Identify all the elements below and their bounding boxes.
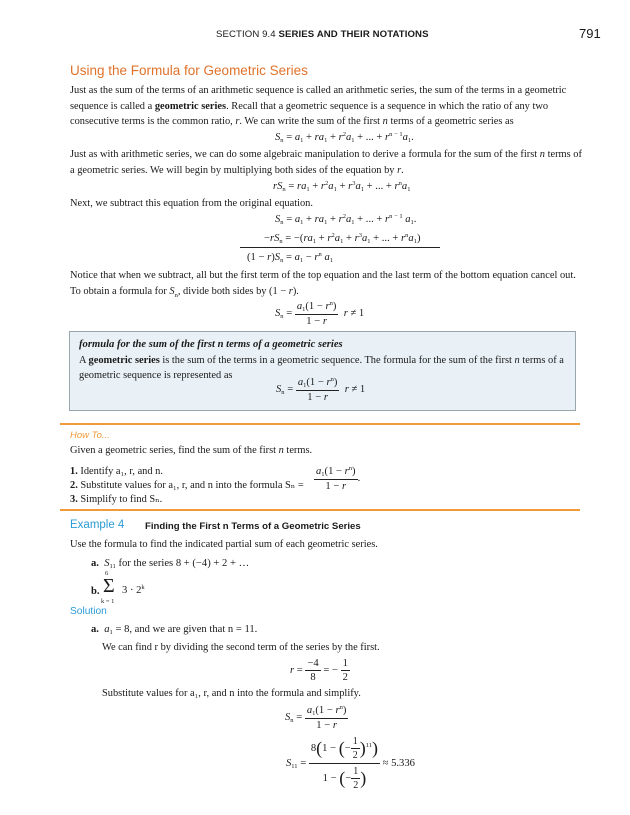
solution-a-line-1: a. $a_1 = 8$, and we are given that n = 11. bbox=[91, 624, 258, 636]
howto-step-2: 2. Substitute values for a₁, r, and n into the formula Sₙ = bbox=[70, 480, 304, 491]
equation-original: $S_n = a_1 + ra_1 + r^2a_1$ + ... + $r^{n - 1}$ $a_1$. bbox=[275, 213, 417, 226]
equation-r-times-series: $rS_n = ra_1 + r^2a_1 + r^3a_1$ + ... + $r^na_1$ bbox=[273, 180, 411, 193]
solution-a-line-3: Substitute values for a₁, r, and n into the formula and simplify. bbox=[102, 688, 361, 699]
geometric-sum-formula: $S_n$ = $\frac{a_1(1 - r^n)}{1 - r}$ r ≠ 1 bbox=[275, 300, 365, 327]
formula-box-equation: $S_n$ = $\frac{a_1(1 - r^n)}{1 - r}$ r ≠ 1 bbox=[276, 376, 366, 403]
example-part-a: a. $S_{11}$ for the series 8 + (−4) + 2 + … bbox=[91, 558, 250, 570]
howto-step-2-formula: $\frac{a_1(1 - r^n)}{1 - r}$ . bbox=[316, 465, 361, 492]
header-section: SECTION 9.4 bbox=[216, 29, 276, 40]
equation-series-sum: $S_n = a_1 + ra_1 + r^2a_1$ + ... + $r^{n - 1}a_1$. bbox=[275, 131, 414, 144]
textbook-page: SECTION 9.4 SERIES AND THEIR NOTATIONS 791 Using the Formula for Geometric Series Just as the sum of the terms of an arithmetic sequence is called an arithmetic series, the sum of the terms in a geometric sequence is called a geometric series. Recall that a geometric sequence is a sequence in which the ratio of any two consecutive terms is the common ratio, r. We can write the sum of the first n terms of a geometric series as $S_n = a_1 + ra_1 + r^2a_1$ + ... + $r^{n - 1}a_1$. Just as with arithmetic series, we can do some algebraic manipulation to derive a formula for the sum of the first n terms of a geometric series. We will begin by multiplying both sides of the equation by r. $rS_n = ra_1 + r^2a_1 + r^3a_1$ + ... + $r^na_1$ Next, we subtract this equation from the original equation. $S_n = a_1 + ra_1 + r^2a_1$ + ... + $r^{n - 1}$ $a_1$. $-rS_n = -(ra_1 + r^2a_1 + r^3a_1$ + ... + $r^na_1$) $(1 - r)S_n = a_1 - r^n$ $a_1$ Notice that when we subtract, all but the first term of the top equation and the last term of the bottom equation cancel out. To obtain a formula for $S_n$, divide both sides by (1 − r). $S_n$ = $\frac{a_1(1 - r^n)}{1 - r}$ r ≠ 1 formula for the sum of the first n terms of a geometric series A geometric series is the sum of the terms in a geometric sequence. The formula for the sum of the first n terms of a geometric sequence is represented as $S_n$ = $\frac{a_1(1 - r^n)}{1 - r}$ r ≠ 1 How To... Given a geometric series, find the sum of the first n terms. 1. Identify a₁, r, and n. 2. Substitute values for a₁, r, and n into the formula Sₙ = $\frac{a_1(1 - r^n)}{1 - r}$ . 3. Simplify to find Sₙ. Example 4 Finding the First n Terms of a Geometric Series Use the formula to find the indicated partial sum of each geometric series. a. $S_{11}$ for the series 8 + (−4) + 2 + … b. 6 Σ $3 \cdot 2^k$ k = 1 Solution a. $a_1 = 8$, and we are given that n = 11. We can find r by dividing the second term of the series by the first. r = $\frac{-4}{8}$ = − $\frac{1}{2}$ Substitute values for a₁, r, and n into the formula and simplify. $S_n$ = $\frac{a_1(1 - r^n)}{1 - r}$ $S_{11}$ = 8(1 − (− $\frac{1}{2}$ )$^{11}$) 1 − (− $\frac{1}{2}$ ) ≈ 5.336 bbox=[0, 0, 630, 815]
intro-paragraph-2: Just as with arithmetic series, we can do some algebraic manipulation to derive a formula for the sum of the first n terms of a geometric series. We will begin by multiplying both sides of the equation by r. bbox=[70, 149, 582, 176]
page-number: 791 bbox=[579, 26, 601, 41]
header-title: SERIES AND THEIR NOTATIONS bbox=[278, 29, 429, 40]
intro-paragraph-4: Notice that when we subtract, all but the first term of the top equation and the last term of the bottom equation cancel out. To obtain a formula for $S_n$, divide both sides by (1 − r). bbox=[70, 270, 576, 299]
howto-bottom-rule bbox=[60, 509, 580, 511]
formula-box-text: A geometric series is the sum of the terms in a geometric sequence. The formula for the sum of the first n terms of a geometric sequence is represented as bbox=[79, 355, 564, 381]
section-title: Using the Formula for Geometric Series bbox=[70, 63, 308, 78]
example-label: Example 4 bbox=[70, 519, 125, 531]
solution-s11: $S_{11}$ = 8(1 − (− $\frac{1}{2}$ )$^{11}$) 1 − (− $\frac{1}{2}$ ) ≈ 5.336 bbox=[286, 736, 415, 791]
howto-top-rule bbox=[60, 423, 580, 425]
howto-step-1: 1. Identify a₁, r, and n. bbox=[70, 466, 163, 477]
equation-difference: $(1 - r)S_n = a_1 - r^n$ $a_1$ bbox=[247, 251, 333, 264]
subtraction-rule bbox=[240, 247, 440, 248]
ratio-equation: r = $\frac{-4}{8}$ = − $\frac{1}{2}$ bbox=[290, 658, 348, 683]
howto-label: How To... bbox=[70, 430, 110, 441]
solution-formula: $S_n$ = $\frac{a_1(1 - r^n)}{1 - r}$ bbox=[285, 704, 347, 731]
formula-box-title: formula for the sum of the first n terms of a geometric series bbox=[79, 339, 343, 350]
example-prompt: Use the formula to find the indicated partial sum of each geometric series. bbox=[70, 539, 378, 550]
solution-a-line-2: We can find r by dividing the second term of the series by the first. bbox=[102, 642, 380, 653]
intro-paragraph-1: Just as the sum of the terms of an arithmetic sequence is called an arithmetic series, the sum of the terms in a geometric sequence is called a geometric series. Recall that a geometric sequence is a sequence in which the ratio of any two consecutive terms is the common ratio, r. We can write the sum of the first n terms of a geometric series as bbox=[70, 85, 567, 128]
equation-subtracted: $-rS_n = -(ra_1 + r^2a_1 + r^3a_1$ + ... + $r^na_1$) bbox=[264, 232, 421, 245]
howto-intro: Given a geometric series, find the sum of the first n terms. bbox=[70, 445, 313, 456]
solution-label: Solution bbox=[70, 606, 107, 617]
example-title: Finding the First n Terms of a Geometric Series bbox=[145, 521, 361, 532]
intro-paragraph-3: Next, we subtract this equation from the original equation. bbox=[70, 198, 313, 209]
running-header bbox=[216, 29, 429, 40]
howto-step-3: 3. Simplify to find Sₙ. bbox=[70, 494, 163, 505]
term-geometric-series: geometric series bbox=[154, 100, 227, 112]
